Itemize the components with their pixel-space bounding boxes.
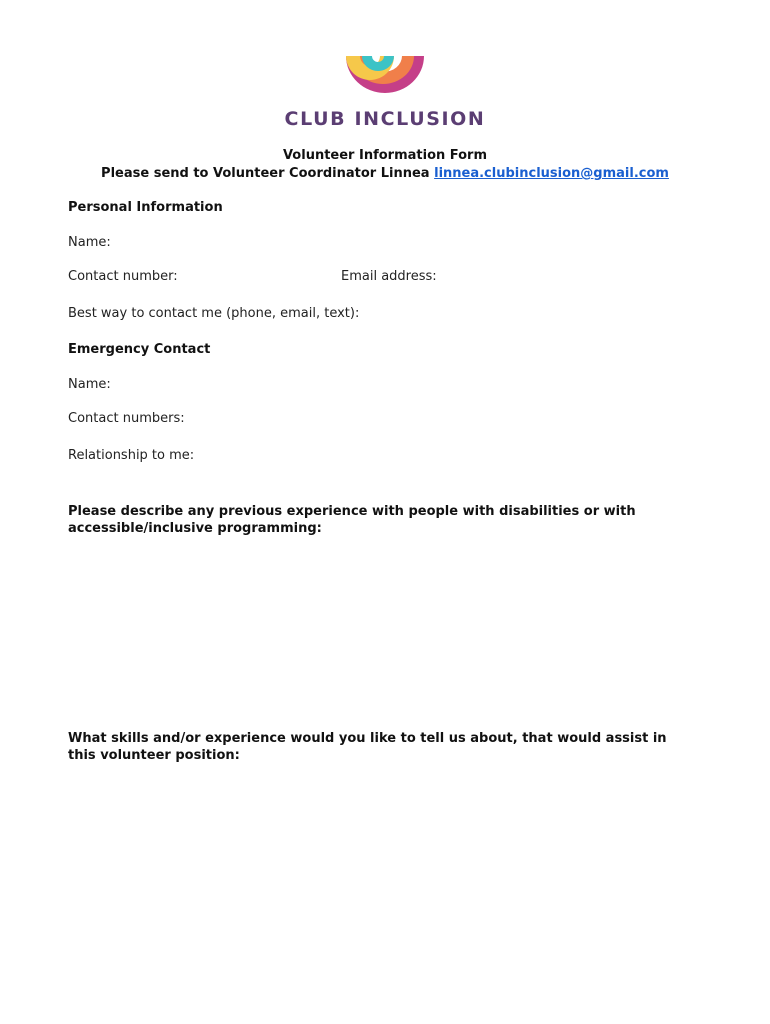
personal-name-label: Name: — [68, 235, 111, 250]
logo-wordmark: CLUB INCLUSION — [284, 108, 486, 130]
coordinator-email-link[interactable]: linnea.clubinclusion@gmail.com — [434, 166, 669, 181]
skills-question: What skills and/or experience would you like to tell us about, that would assist in this volunteer position: — [68, 731, 667, 763]
rainbow-logo-icon — [340, 52, 430, 94]
contact-number-label: Contact number: — [68, 269, 178, 284]
experience-question: Please describe any previous experience with people with disabilities or with accessible/inclusive programming: — [68, 504, 636, 536]
emergency-name-label: Name: — [68, 377, 111, 392]
email-address-label: Email address: — [341, 269, 437, 284]
best-way-to-contact-label: Best way to contact me (phone, email, text): — [68, 306, 360, 321]
form-title: Volunteer Information Form — [282, 148, 488, 163]
relationship-label: Relationship to me: — [68, 448, 195, 463]
personal-information-heading: Personal Information — [68, 200, 223, 215]
emergency-contact-heading: Emergency Contact — [68, 342, 211, 357]
club-inclusion-logo — [0, 52, 770, 130]
emergency-contact-numbers-label: Contact numbers: — [68, 411, 185, 426]
send-instructions — [0, 166, 770, 181]
send-instructions-text: Please send to Volunteer Coordinator Linnea — [101, 166, 435, 181]
